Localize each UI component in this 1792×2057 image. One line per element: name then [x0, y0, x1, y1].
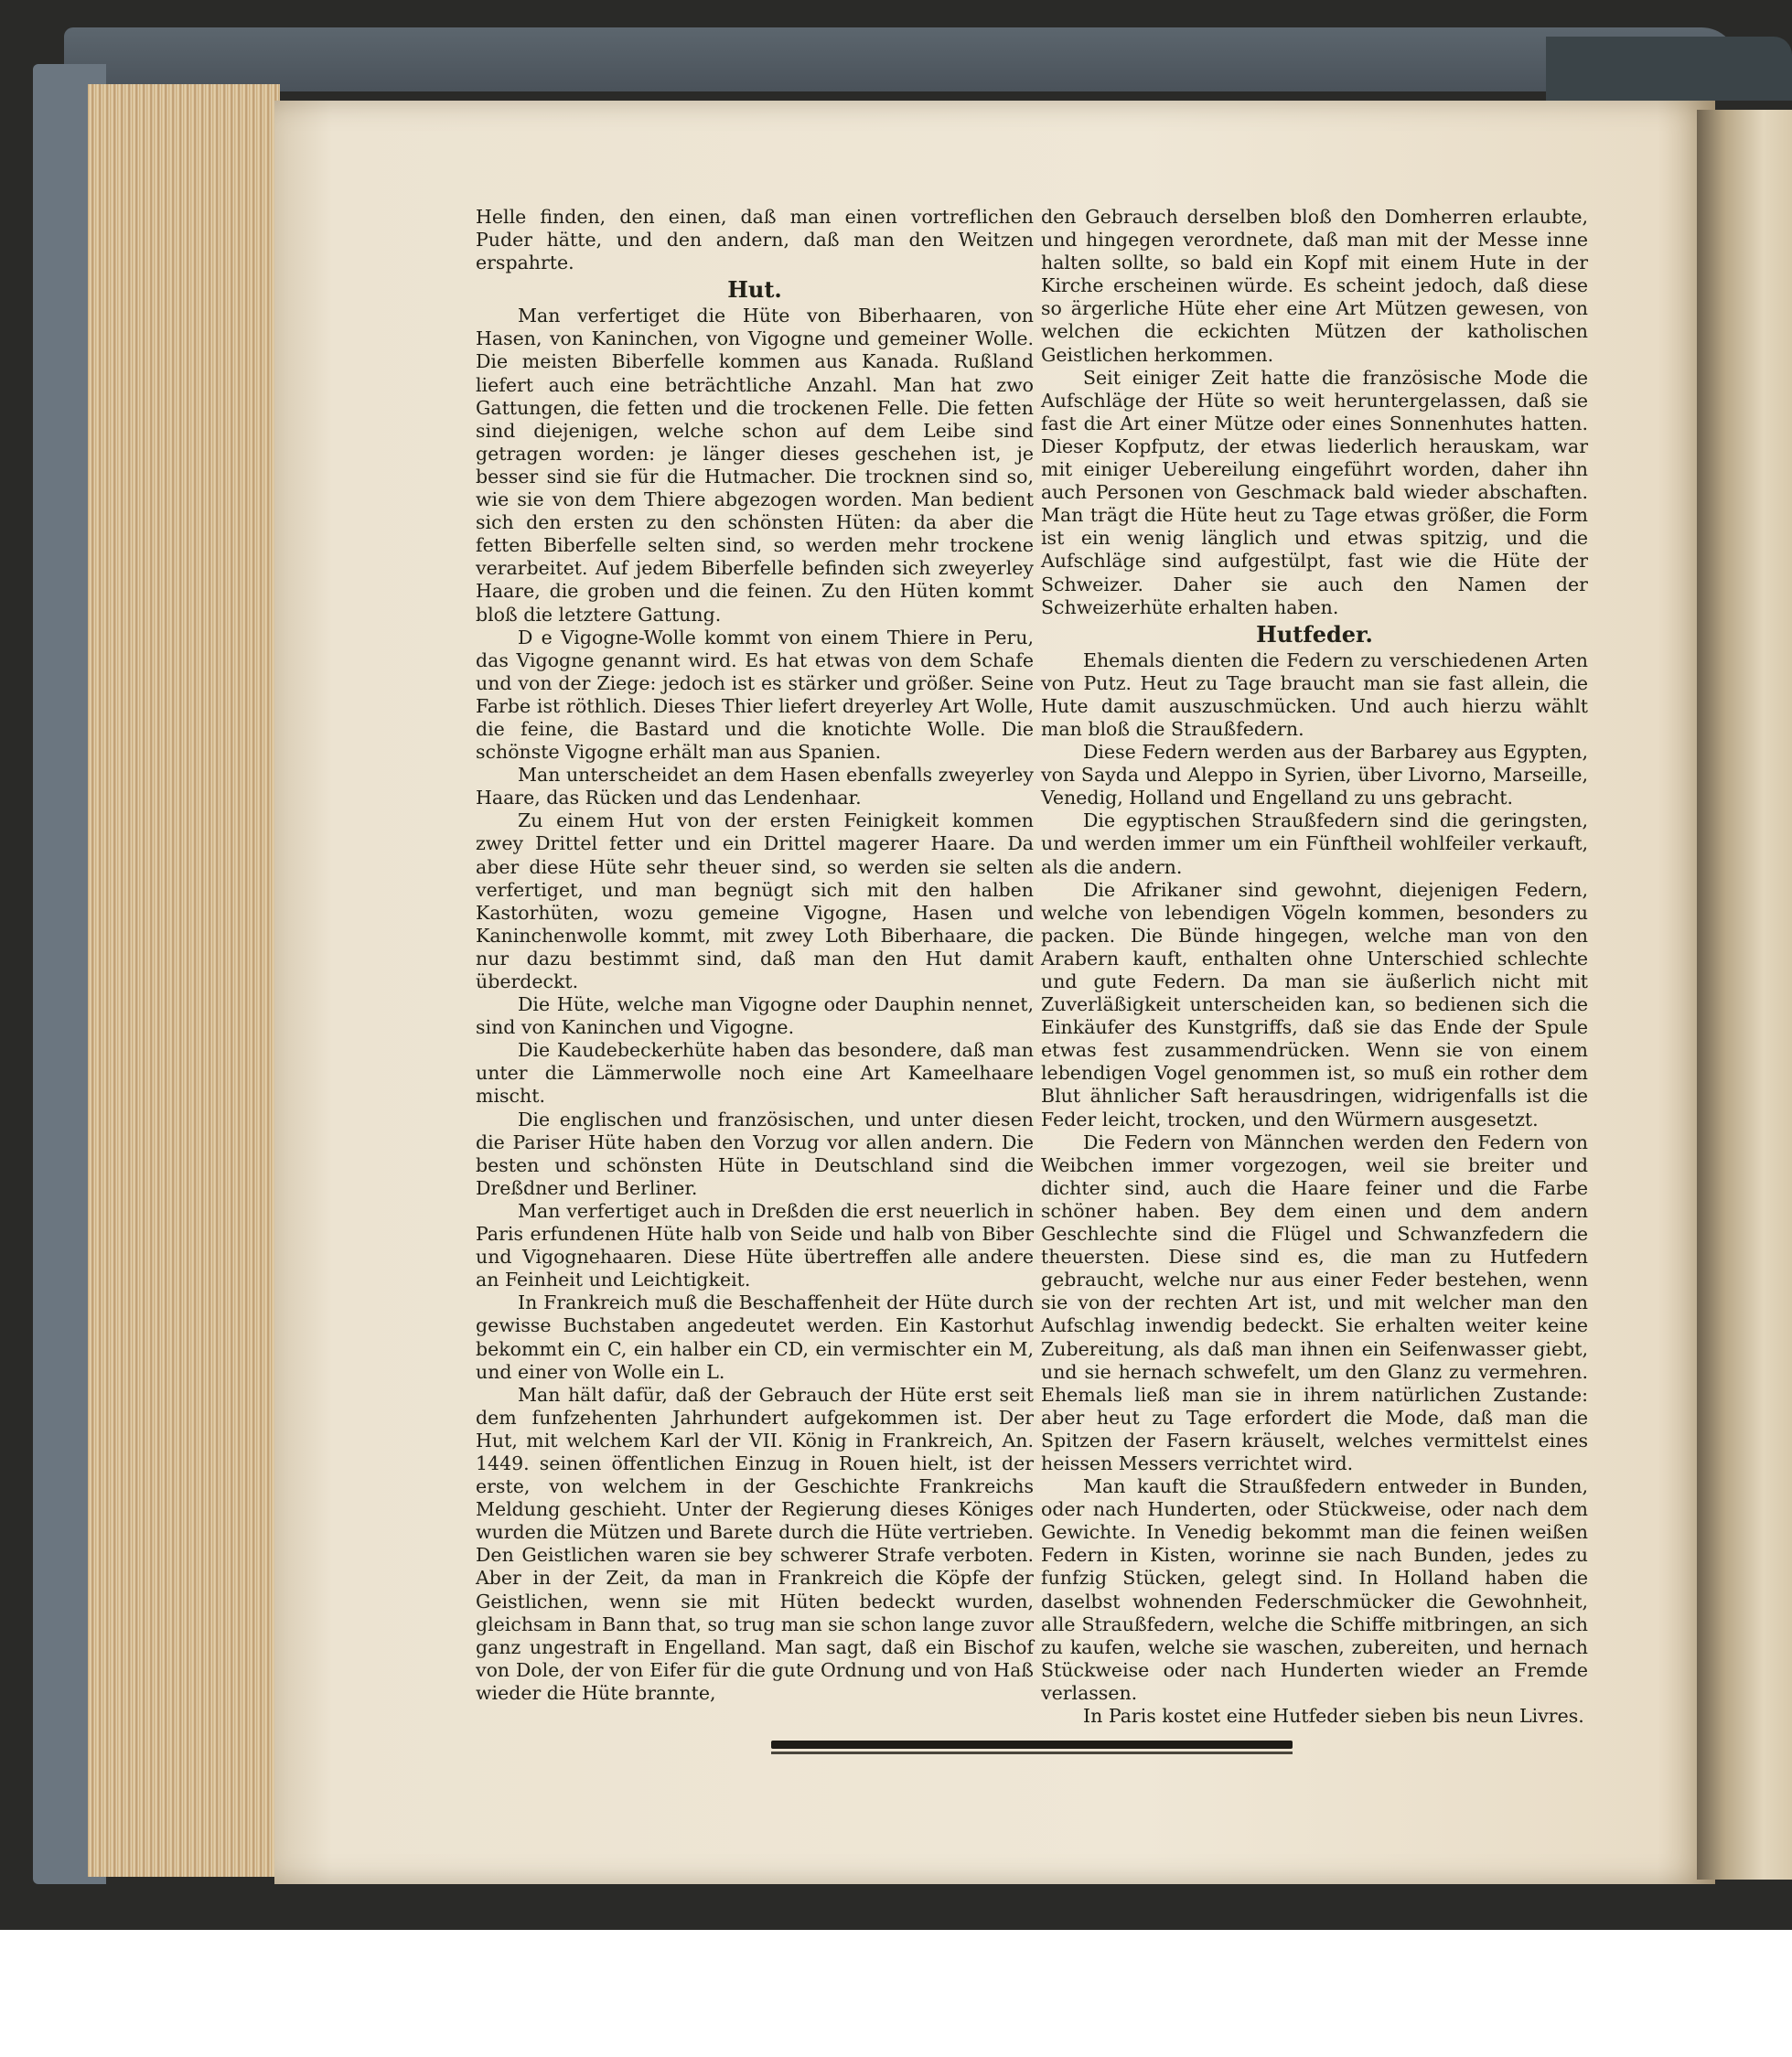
- paragraph: Die Afrikaner sind gewohnt, diejenigen Federn, welche von lebendigen Vögeln kommen, besonders zu packen. Die Bünde hingegen, welche man von den Arabern kauft, enthalten ohne Unterschied schlechte und gute Federn. Da man sie äußerlich nicht mit Zuverläßigkeit unterscheiden kan, so bedienen sich die Einkäufer des Kunstgriffs, daß sie das Ende der Spule etwas fest zusammendrücken. Wenn sie von einem lebendigen Vogel genommen ist, so muß ein rother dem Blut ähnlicher Saft herausdringen, widrigenfalls ist die Feder leicht, trocken, und den Würmern ausgesetzt.: [1041, 878, 1588, 1130]
- paragraph: Die englischen und französischen, und unter diesen die Pariser Hüte haben den Vorzug vor allen andern. Die besten und schönsten Hüte in Deutschland sind die Dreßdner und Berliner.: [476, 1108, 1034, 1199]
- section-end-rule: [771, 1741, 1293, 1749]
- entry-heading-hutfeder: Hutfeder.: [1256, 620, 1373, 648]
- paragraph: Diese Federn werden aus der Barbarey aus Egypten, von Sayda und Aleppo in Syrien, über Livorno, Marseille, Venedig, Holland und Engelland zu uns gebracht.: [1041, 741, 1588, 809]
- paragraph: Man kauft die Straußfedern entweder in Bunden, oder nach Hunderten, oder Stückweise, oder nach dem Gewichte. In Venedig bekommt man die feinen weißen Federn in Kisten, worinne sie nach Bunden, jedes zu funfzig Stücken, gelegt sind. In Holland haben die daselbst wohnenden Federschmücker die Gewohnheit, alle Straußfedern, welche die Schiffe mitbringen, an sich zu kaufen, welche sie waschen, zubereiten, und hernach Stückweise oder nach Hunderten wieder an Fremde verlassen.: [1041, 1475, 1588, 1704]
- paragraph: Man verfertiget die Hüte von Biberhaaren, von Hasen, von Kaninchen, von Vigogne und gemeiner Wolle. Die meisten Biberfelle kommen aus Kanada. Rußland liefert auch eine beträchtliche Anzahl. Man hat zwo Gattungen, die fetten und die trockenen Felle. Die fetten sind diejenigen, welche schon auf dem Leibe sind getragen worden: je länger dieses geschehen ist, je besser sind sie für die Hutmacher. Die trocknen sind so, wie sie von dem Thiere abgezogen worden. Man bedient sich den ersten zu den schönsten Hüten: da aber die fetten Biberfelle selten sind, so werden mehr trockene verarbeitet. Auf jedem Biberfelle befinden sich zweyerley Haare, die groben und die feinen. Zu den Hüten kommt bloß die letztere Gattung.: [476, 305, 1034, 626]
- continued-text: den Gebrauch derselben bloß den Domherren erlaubte, und hingegen verordnete, daß man mit der Messe inne halten sollte, so bald ein Kopf mit einem Hute in der Kirche erscheinen würde. Es scheint jedoch, daß diese so ärgerliche Hüte eher eine Art Mützen gewesen, von welchen die eckichten Mützen der katholischen Geistlichen herkommen.: [1041, 206, 1588, 366]
- section-end-rule-thin: [771, 1752, 1293, 1754]
- paragraph: Man hält dafür, daß der Gebrauch der Hüte erst seit dem funfzehenten Jahrhundert aufgekommen ist. Der Hut, mit welchem Karl der VII. König in Frankreich, An. 1449. seinen öffentlichen Einzug in Rouen hielt, ist der erste, von welchem in der Geschichte Frankreichs Meldung geschieht. Unter der Regierung dieses Königes wurden die Mützen und Barete durch die Hüte vertrieben. Den Geistlichen waren sie bey schwerer Strafe verboten. Aber in der Zeit, da man in Frankreich die Köpfe der Geistlichen, wenn sie mit Hüten bedeckt wurden, gleichsam in Bann that, so trug man sie schon lange zuvor ganz ungestraft in Engelland. Man sagt, daß ein Bischof von Dole, der von Eifer für die gute Ordnung und von Haß wieder die Hüte brannte,: [476, 1383, 1034, 1704]
- book-cover-top: [64, 27, 1738, 91]
- paragraph: D e Vigogne-Wolle kommt von einem Thiere in Peru, das Vigogne genannt wird. Es hat etwas von dem Schafe und von der Ziege: jedoch ist es stärker und größer. Seine Farbe ist röthlich. Dieses Thier liefert dreyerley Art Wolle, die feine, die Bastard und die knotichte Wolle. Die schönste Vigogne erhält man aus Spanien.: [476, 626, 1034, 764]
- paragraph: In Paris kostet eine Hutfeder sieben bis neun Livres.: [1083, 1705, 1584, 1727]
- right-column: [1041, 206, 1588, 1728]
- page-edges: [88, 84, 280, 1877]
- paragraph: Die Kaudebeckerhüte haben das besondere, daß man unter die Lämmerwolle noch eine Art Kameelhaare mischt.: [476, 1039, 1034, 1108]
- paragraph: Die egyptischen Straußfedern sind die geringsten, und werden immer um ein Fünftheil wohlfeiler verkauft, als die andern.: [1041, 809, 1588, 878]
- paragraph: In Frankreich muß die Beschaffenheit der Hüte durch gewisse Buchstaben angedeutet werden. Ein Kastorhut bekommt ein C, ein halber ein CD, ein vermischter ein M, und einer von Wolle ein L.: [476, 1291, 1034, 1383]
- page-gutter: [1697, 110, 1792, 1880]
- book-cover-corner: [1546, 37, 1792, 101]
- continued-text: Helle finden, den einen, daß man einen vortreflichen Puder hätte, und den andern, daß man den Weitzen erspahrte.: [476, 206, 1034, 274]
- paragraph: Die Federn von Männchen werden den Federn von Weibchen immer vorgezogen, weil sie breiter und dichter sind, auch die Haare feiner und die Farbe schöner haben. Bey dem einen und dem andern Geschlechte sind die Flügel und Schwanzfedern die theuersten. Diese sind es, die man zu Hutfedern gebraucht, welche nur aus einer Feder bestehen, wenn sie von der rechten Art ist, und mit welcher man den Aufschlag inwendig bedeckt. Sie erhalten weiter keine Zubereitung, als daß man ihnen ein Seifenwasser giebt, und sie hernach schwefelt, um den Glanz zu vermehren. Ehemals ließ man sie in ihrem natürlichen Zustande: aber heut zu Tage erfordert die Mode, daß man die Spitzen der Fasern kräuselt, welches vermittelst eines heissen Messers verrichtet wird.: [1041, 1130, 1588, 1474]
- paragraph: Die Hüte, welche man Vigogne oder Dauphin nennet, sind von Kaninchen und Vigogne.: [476, 993, 1034, 1039]
- paragraph: Man verfertiget auch in Dreßden die erst neuerlich in Paris erfundenen Hüte halb von Seide und halb von Biber und Vigognehaaren. Diese Hüte übertreffen alle andere an Feinheit und Leichtigkeit.: [476, 1199, 1034, 1291]
- entry-heading-hut: Hut.: [727, 276, 782, 304]
- left-column: [476, 206, 1034, 1705]
- paragraph: Seit einiger Zeit hatte die französische Mode die Aufschläge der Hüte so weit heruntergelassen, daß sie fast die Art einer Mütze oder eines Sonnenhutes hatten. Dieser Kopfputz, der etwas liederlich herauskam, war mit einiger Uebereilung eingeführt worden, daher ihn auch Personen von Geschmack bald wieder abschaften. Man trägt die Hüte heut zu Tage etwas größer, die Form ist ein wenig länglich und etwas spitzig, und die Aufschläge sind aufgestülpt, fast wie die Hüte der Schweizer. Daher sie auch den Namen der Schweizerhüte erhalten haben.: [1041, 366, 1588, 618]
- paragraph: Man unterscheidet an dem Hasen ebenfalls zweyerley Haare, das Rücken und das Lendenhaar.: [476, 764, 1034, 809]
- paragraph: Ehemals dienten die Federn zu verschiedenen Arten von Putz. Heut zu Tage braucht man sie fast allein, die Hute damit auszuschmücken. Und auch hierzu wählt man bloß die Straußfedern.: [1041, 648, 1588, 740]
- paragraph: Zu einem Hut von der ersten Feinigkeit kommen zwey Drittel fetter und ein Drittel magerer Haare. Da aber diese Hüte sehr theuer sind, so werden sie selten verfertiget, und man begnügt sich mit den halben Kastorhüten, wozu gemeine Vigogne, Hasen und Kaninchenwolle kommt, mit zwey Loth Biberhaare, die nur dazu bestimmt sind, daß man den Hut damit überdeckt.: [476, 809, 1034, 992]
